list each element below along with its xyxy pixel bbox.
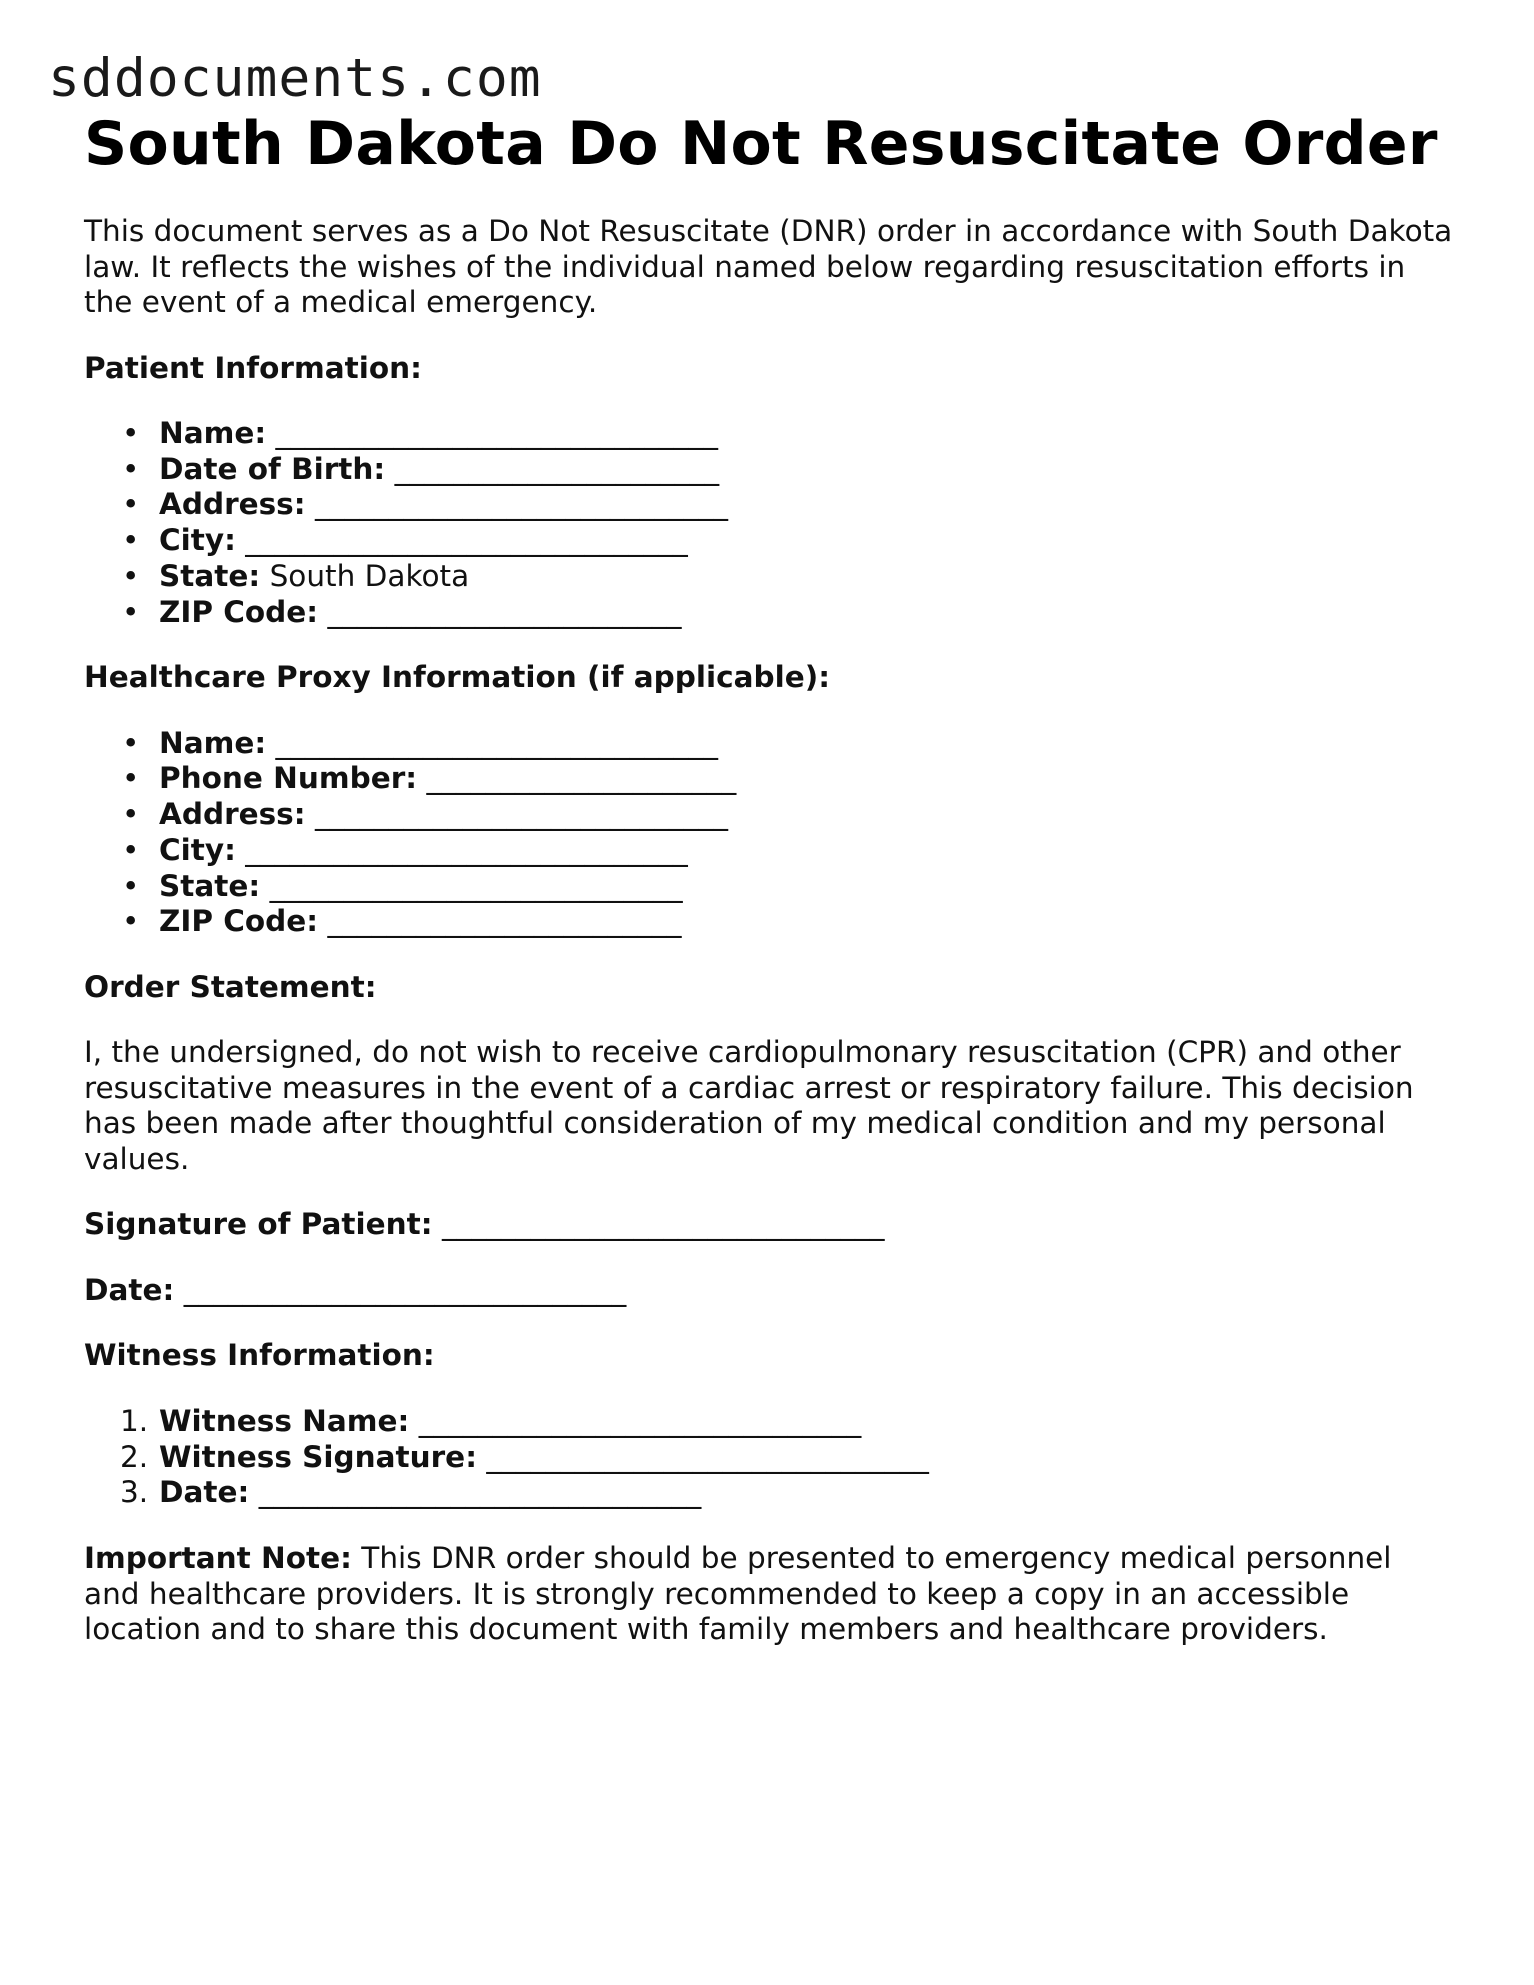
proxy-state-field[interactable] — [84, 869, 1454, 905]
field-value: ____________________________ — [269, 868, 683, 903]
field-label: ZIP Code: — [159, 594, 319, 629]
field-label: Date of Birth: — [159, 451, 386, 486]
field-value: ______________________________ — [245, 523, 688, 558]
field-value: ______________________________ — [183, 1272, 627, 1307]
proxy-info-heading: Healthcare Proxy Information (if applicable): — [84, 660, 830, 695]
field-label: Witness Signature: — [159, 1439, 477, 1474]
field-label: State: — [159, 558, 261, 593]
patient-address-field[interactable] — [84, 487, 1454, 523]
field-value: ____________________________ — [314, 487, 728, 522]
field-value: ______________________________ — [486, 1439, 929, 1474]
proxy-city-field[interactable] — [84, 833, 1454, 869]
note-text: This DNR order should be presented to emergency medical personnel and healthcare providers. It is strongly recommended to keep a copy in an accessible location and to share this document with family members and healthcare providers. — [84, 1541, 1392, 1647]
watermark: sddocuments.com — [48, 48, 542, 109]
patient-info-heading: Patient Information: — [84, 350, 422, 385]
field-label: Witness Name: — [159, 1403, 410, 1438]
important-note — [84, 1541, 1454, 1648]
field-label: Signature of Patient: — [84, 1207, 433, 1242]
proxy-address-field[interactable] — [84, 797, 1454, 833]
field-value: ______________________________ — [275, 725, 719, 760]
patient-info-list — [84, 416, 1454, 630]
field-label: Name: — [159, 416, 267, 450]
field-value: ________________________ — [327, 904, 682, 939]
field-label: Address: — [159, 797, 306, 832]
patient-dob-field[interactable] — [84, 452, 1454, 488]
proxy-phone-field[interactable] — [84, 761, 1454, 797]
patient-signature-field[interactable] — [84, 1207, 1454, 1243]
proxy-zip-field[interactable] — [84, 904, 1454, 940]
field-label: Date: — [84, 1272, 175, 1307]
patient-name-field[interactable] — [84, 416, 1454, 452]
list-number: 3. — [120, 1475, 149, 1510]
field-value: ______________________________ — [441, 1207, 885, 1242]
date-field[interactable] — [84, 1273, 1454, 1309]
field-value: ______________________________ — [418, 1403, 862, 1438]
witness-info-heading: Witness Information: — [84, 1338, 435, 1373]
field-label: State: — [159, 868, 261, 903]
field-label: Address: — [159, 487, 306, 522]
field-value: ______________________________ — [275, 416, 719, 450]
patient-city-field[interactable] — [84, 523, 1454, 559]
field-label: Name: — [159, 725, 267, 760]
list-number: 2. — [120, 1439, 149, 1474]
page-title: South Dakota Do Not Resuscitate Order — [84, 109, 1438, 179]
patient-state-field — [84, 559, 1454, 595]
field-label: City: — [159, 832, 236, 867]
field-value: _____________________ — [426, 761, 737, 796]
field-label: City: — [159, 523, 236, 558]
order-statement-heading: Order Statement: — [84, 969, 377, 1004]
list-number: 1. — [120, 1403, 149, 1438]
order-statement-text: I, the undersigned, do not wish to receive cardiopulmonary resuscitation (CPR) and other resuscitative measures in the event of a cardiac arrest or respiratory failure. This decision has been made after thoughtful consideration of my medical condition and my personal values. — [84, 1035, 1414, 1176]
field-value: ________________________ — [327, 594, 682, 629]
field-value: ______________________ — [394, 451, 720, 486]
patient-zip-field[interactable] — [84, 595, 1454, 631]
field-label: ZIP Code: — [159, 904, 319, 939]
field-value: ______________________________ — [245, 832, 688, 867]
field-value: ____________________________ — [314, 797, 728, 832]
field-label: Date: — [159, 1475, 250, 1510]
field-label: Phone Number: — [159, 761, 418, 796]
proxy-info-list — [84, 726, 1454, 940]
document-page — [84, 108, 1454, 1648]
proxy-name-field[interactable] — [84, 726, 1454, 762]
witness-date-field[interactable] — [84, 1475, 1454, 1511]
witness-signature-field[interactable] — [84, 1440, 1454, 1476]
witness-name-field[interactable] — [84, 1404, 1454, 1440]
intro-paragraph: This document serves as a Do Not Resuscitate (DNR) order in accordance with South Dakota law. It reflects the wishes of the individual named below regarding resuscitation efforts in the event of a medical emergency. — [84, 214, 1453, 319]
note-label: Important Note: — [84, 1541, 352, 1576]
field-value: South Dakota — [269, 558, 470, 593]
witness-info-list — [84, 1404, 1454, 1511]
field-value: ______________________________ — [258, 1475, 702, 1510]
